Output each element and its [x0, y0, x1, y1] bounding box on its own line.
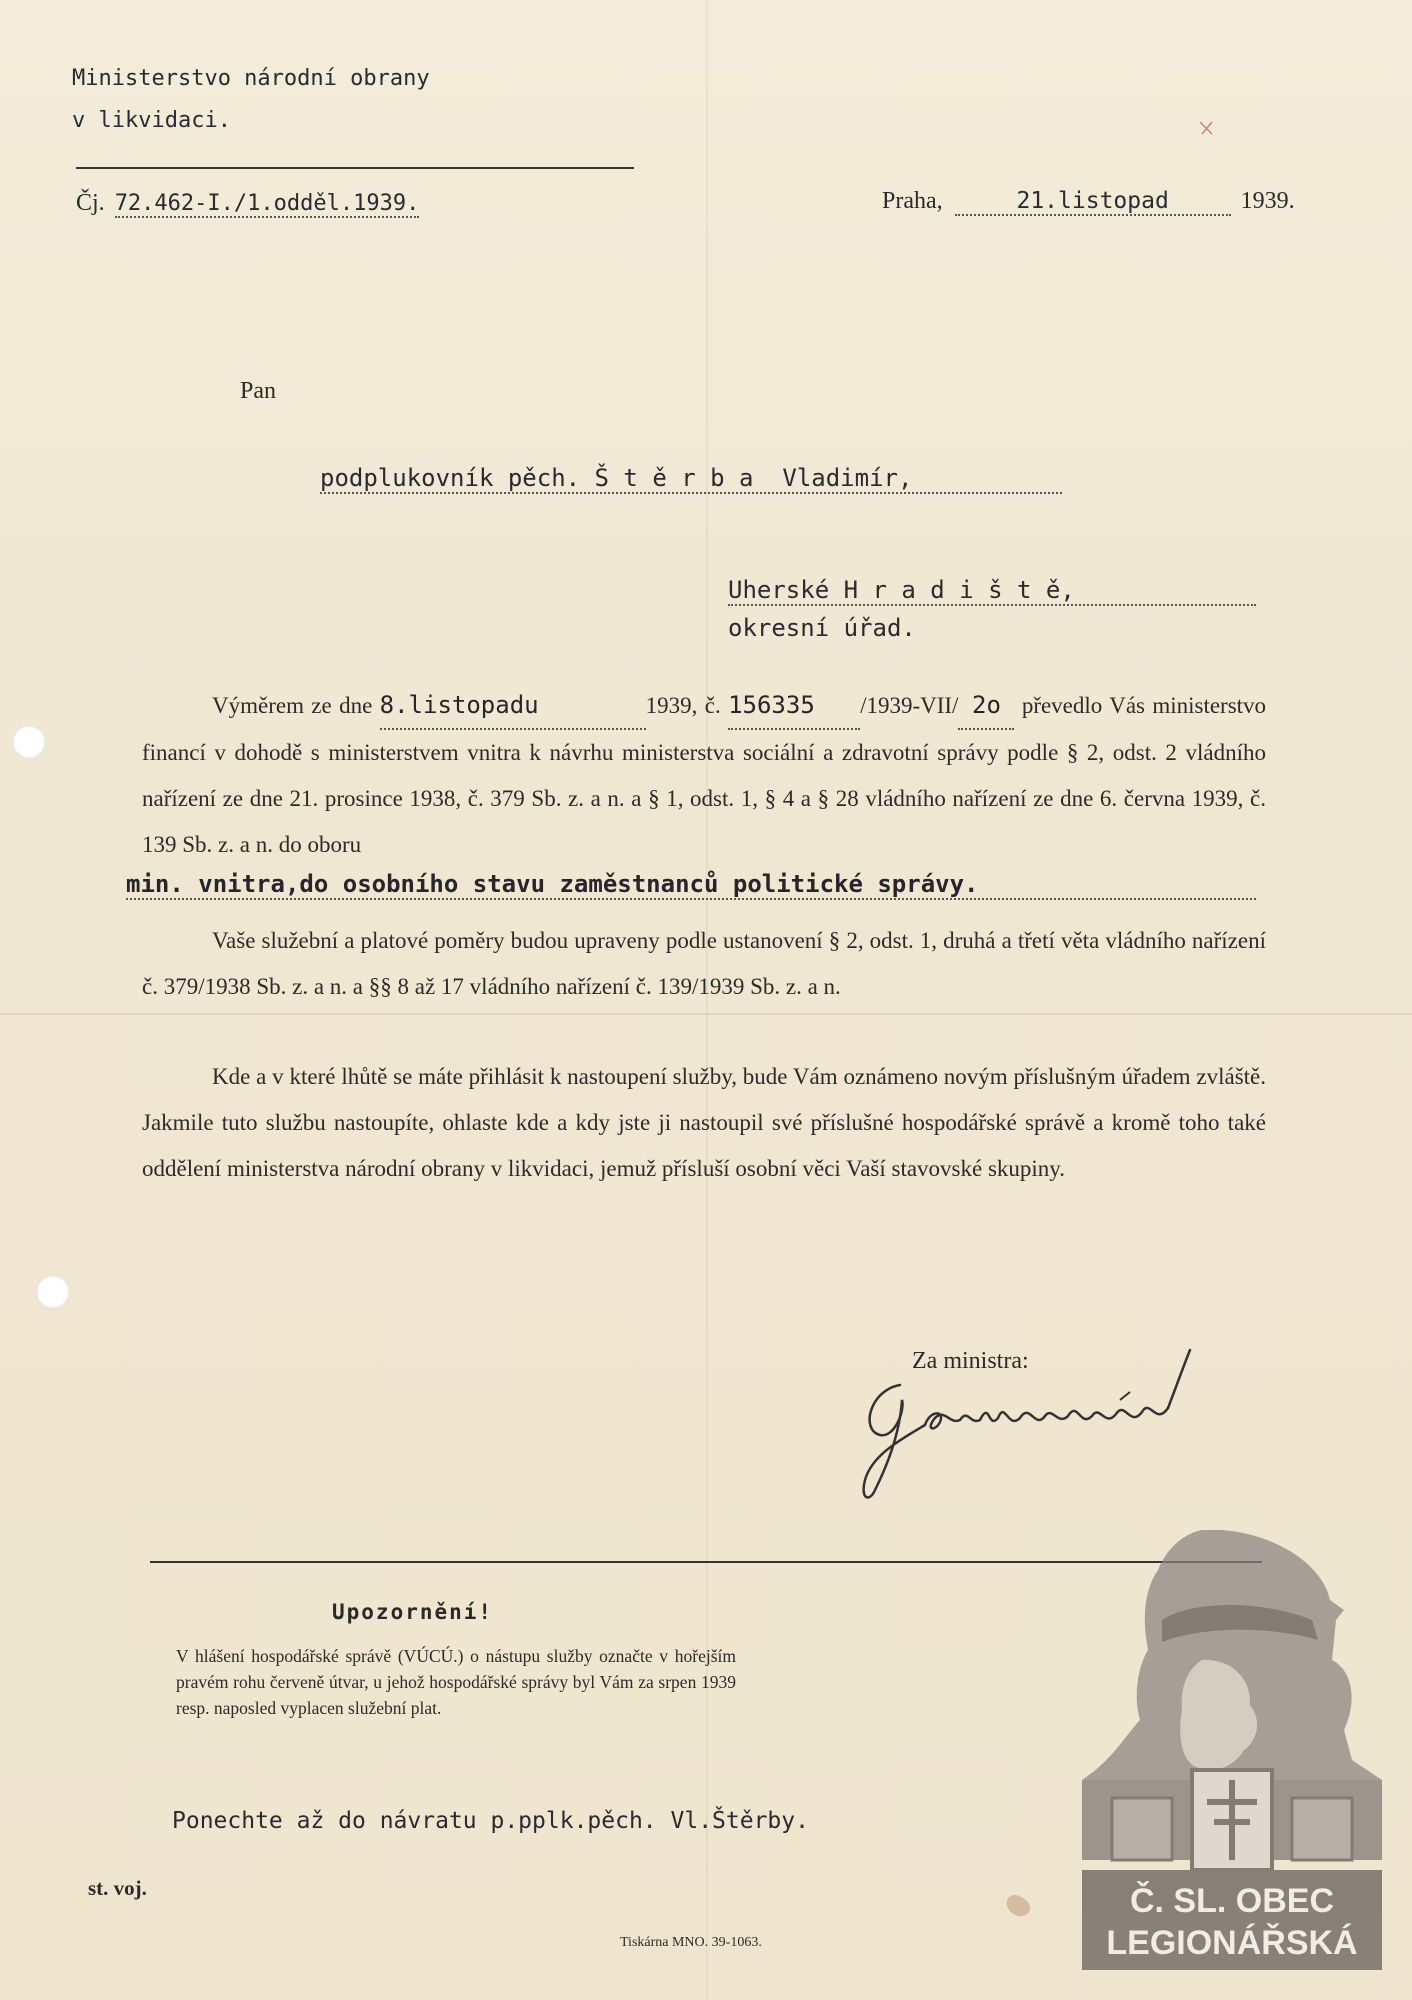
- ref-number: 72.462-I./1.odděl.1939.: [114, 191, 420, 216]
- footer-st-voj: st. voj.: [88, 1876, 147, 1900]
- place-label: Praha,: [882, 188, 943, 214]
- watermark-line-1: Č. SL. OBEC: [1129, 1882, 1335, 1920]
- p1-prefix: Výměrem ze dne: [212, 693, 373, 718]
- paragraph-conditions: [142, 918, 1266, 1010]
- signature-label: Za ministra:: [912, 1348, 1029, 1374]
- red-mark: [1198, 118, 1222, 138]
- paragraph-transfer: [142, 682, 1266, 868]
- notice-title: Upozornění!: [332, 1600, 494, 1624]
- addressee-name: podplukovník pěch. Š t ě r b a Vladimír,: [320, 464, 1062, 494]
- year-value: 1939.: [1240, 188, 1295, 214]
- paragraph-reporting: [142, 1054, 1266, 1192]
- p1-number: 156335: [728, 682, 860, 730]
- addressee-office: okresní úřad.: [728, 614, 916, 642]
- place-date-line: [882, 188, 1295, 222]
- footer-note: Ponechte až do návratu p.pplk.pěch. Vl.Štěrby.: [172, 1808, 809, 1834]
- notice-text: V hlášení hospodářské správě (VÚCÚ.) o nástupu služby označte v hořejším pravém rohu červeně útvar, u jehož hospodářské správy byl Vám za srpen 1939 resp. naposled vyplacen služební plat.: [176, 1646, 736, 1718]
- date-value: 21.listopad: [955, 188, 1231, 216]
- watermark-line-2: LEGIONÁŘSKÁ: [1106, 1924, 1358, 1962]
- p1-rest: převedlo Vás ministerstvo financí v dohodě s ministerstvem vnitra k návrhu ministerstva sociální a zdravotní správy podle § 2, odst. 2 vládního nařízení ze dne 21. prosince 1938, č. 379 Sb. z. a n. a § 1, odst. 1, § 4 a § 28 vládního nařízení ze dne 6. června 1939, č. 139 Sb. z. a n. do oboru: [142, 693, 1267, 857]
- salutation: Pan: [240, 378, 276, 404]
- p2-text: Vaše služební a platové poměry budou upraveny podle ustanovení § 2, odst. 1, druhá a třetí věta vládního nařízení č. 379/1938 Sb. z. a n. a §§ 8 až 17 vládního nařízení č. 139/1939 Sb. z. a n.: [142, 928, 1266, 999]
- ministry-line-2: v likvidaci.: [72, 108, 231, 133]
- p1-number-2: 2o: [958, 682, 1014, 730]
- p3-text: Kde a v které lhůtě se máte přihlásit k nastoupení služby, bude Vám oznámeno novým příslušným úřadem zvláště. Jakmile tuto službu nastoupíte, ohlaste kde a kdy jste ji nastoupil své příslušné hospodářské správě a kromě toho také oddělení ministerstva národní obrany v likvidaci, jemuž přísluší osobní věci Vaší stavovské skupiny.: [142, 1064, 1266, 1181]
- punch-hole-top: [12, 725, 46, 759]
- p1-date: 8.listopadu: [380, 682, 646, 730]
- header-rule: [76, 167, 634, 169]
- p1-mid: /1939-VII/: [860, 693, 959, 718]
- p1-year: 1939, č.: [645, 693, 721, 718]
- ministry-line-1: Ministerstvo národní obrany: [72, 66, 430, 91]
- stain-mark: [1002, 1888, 1042, 1928]
- legion-watermark-logo: [1082, 1530, 1382, 1970]
- footer-printer: Tiskárna MNO. 39-1063.: [620, 1935, 762, 1950]
- p1-fill-department: min. vnitra,do osobního stavu zaměstnanců politické správy.: [126, 870, 1256, 900]
- ref-label: Čj.: [76, 190, 105, 216]
- reference-line: [76, 190, 419, 224]
- punch-hole-bottom: [36, 1275, 70, 1309]
- signature-handwriting: [830, 1330, 1250, 1510]
- ministry-heading: [72, 58, 430, 142]
- addressee-city: Uherské H r a d i š t ě,: [728, 576, 1256, 606]
